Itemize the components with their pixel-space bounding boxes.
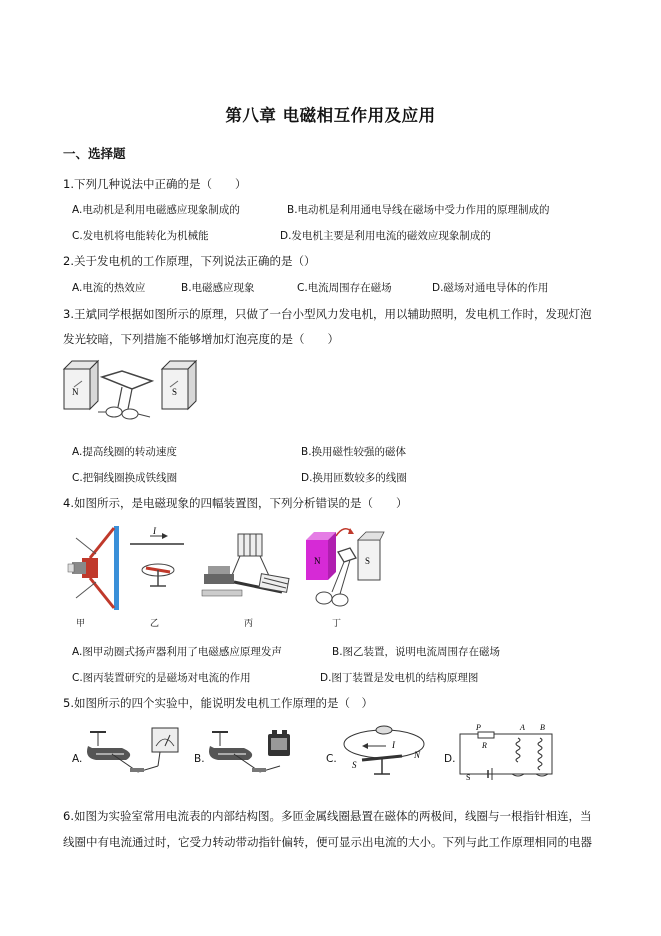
q1-option-d: D.发电机主要是利用电流的磁效应现象制成的 — [280, 230, 491, 242]
q1-option-a: A.电动机是利用电磁感应现象制成的 — [72, 204, 240, 216]
q5-figure-d — [452, 720, 562, 784]
q4-option-d: D.图丁装置是发电机的结构原理图 — [320, 672, 479, 684]
q4-figure-yi-oersted — [128, 528, 186, 588]
q4-current-label: I — [153, 526, 156, 536]
q4-caption-yi: 乙 — [150, 619, 160, 629]
q5-coil-b-label: B — [540, 723, 545, 732]
q4-caption-jia: 甲 — [76, 619, 86, 629]
q4-figure-ding-generator — [300, 522, 384, 612]
q5-r-label: R — [482, 741, 487, 750]
q6-stem-line2: 线圈中有电流通过时，它受力转动带动指针偏转，便可显示出电流的大小。下列与此工作原理相同的电器 — [63, 835, 592, 849]
q1-option-c: C.发电机将电能转化为机械能 — [72, 230, 209, 242]
q4-option-a: A.图甲动圈式扬声器利用了电磁感应原理发声 — [72, 646, 282, 658]
q4-option-b: B.图乙装置，说明电流周围存在磁场 — [332, 646, 501, 658]
q5-current-label: I — [392, 740, 395, 750]
q5-switch-label: S — [466, 773, 471, 782]
q2-option-d: D.磁场对通电导体的作用 — [432, 282, 549, 294]
q1-option-b: B.电动机是利用通电导线在磁场中受力作用的原理制成的 — [287, 204, 550, 216]
q5-p-label: P — [476, 723, 481, 732]
q5-coil-a-label: A — [520, 723, 525, 732]
section-heading: 一、选择题 — [63, 146, 126, 161]
q3-option-d: D.换用匝数较多的线圈 — [301, 472, 407, 484]
q2-stem: 2.关于发电机的工作原理，下列说法正确的是（） — [63, 254, 316, 268]
q2-option-b: B.电磁感应现象 — [181, 282, 255, 294]
q5-option-a-label: A. — [72, 753, 83, 765]
q4-figure-jia-speaker — [66, 524, 122, 612]
q4-magnet-n-label: N — [314, 556, 321, 566]
q4-stem: 4.如图所示，是电磁现象的四幅装置图，下列分析错误的是（ ） — [63, 496, 408, 510]
q4-caption-bing: 丙 — [244, 619, 254, 629]
q4-figure-bing-motor — [200, 530, 298, 602]
q2-option-a: A.电流的热效应 — [72, 282, 146, 294]
q3-magnet-s-label: S — [172, 387, 178, 397]
q5-figure-c — [334, 724, 434, 780]
q3-option-b: B.换用磁性较强的磁体 — [301, 446, 407, 458]
q5-needle-s-label: S — [352, 760, 357, 770]
q5-option-b-label: B. — [194, 753, 205, 765]
q4-option-c: C.图丙装置研究的是磁场对电流的作用 — [72, 672, 251, 684]
q3-option-a: A.提高线圈的转动速度 — [72, 446, 177, 458]
q6-stem-line1: 6.如图为实验室常用电流表的内部结构图。多匝金属线圈悬置在磁体的两极间，线圈与一根指针相连，当 — [63, 809, 592, 823]
q2-option-c: C.电流周围存在磁场 — [297, 282, 392, 294]
q3-generator-figure — [62, 357, 197, 425]
q5-figure-a — [82, 724, 182, 780]
q3-stem-line2: 发光较暗，下列措施不能够增加灯泡亮度的是（ ） — [63, 332, 339, 346]
page-title: 第八章 电磁相互作用及应用 — [225, 106, 436, 125]
q3-stem-line1: 3.王斌同学根据如图所示的原理，只做了一台小型风力发电机，用以辅助照明，发电机工作时，发现灯泡 — [63, 307, 592, 321]
q3-magnet-n-label: N — [72, 387, 79, 397]
q5-stem: 5.如图所示的四个实验中，能说明发电机工作原理的是（ ） — [63, 696, 373, 710]
q5-option-d-label: D. — [444, 753, 456, 765]
q5-figure-b — [204, 724, 304, 780]
q5-option-c-label: C. — [326, 753, 337, 765]
q5-needle-n-label: N — [414, 750, 421, 760]
q4-caption-ding: 丁 — [332, 619, 342, 629]
q4-magnet-s-label: S — [365, 556, 371, 566]
q3-option-c: C.把铜线圈换成铁线圈 — [72, 472, 178, 484]
q1-stem: 1.下列几种说法中正确的是（ ） — [63, 177, 247, 191]
